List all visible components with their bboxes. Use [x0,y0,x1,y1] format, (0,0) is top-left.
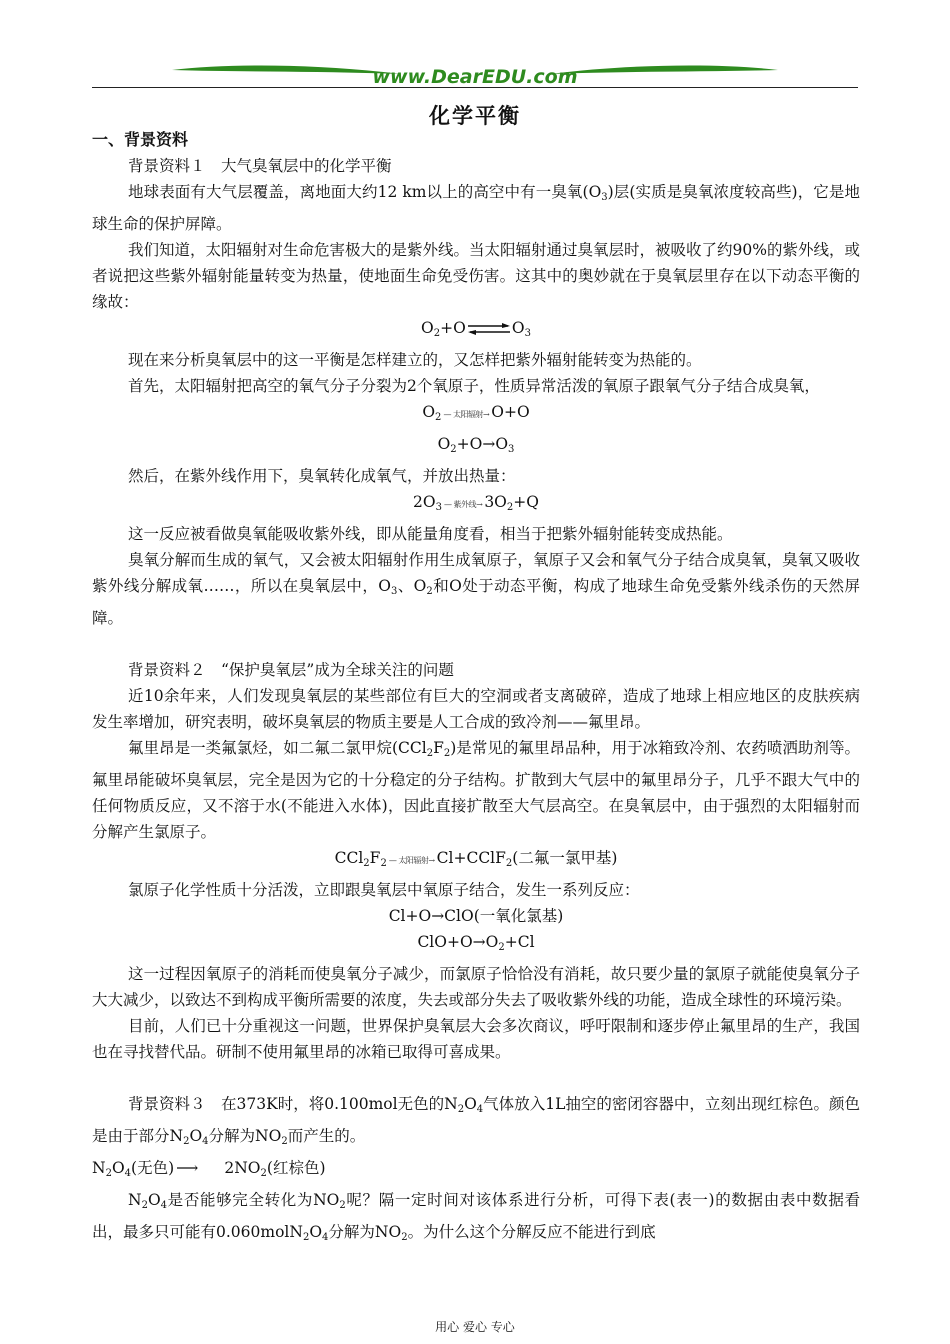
bg2-paragraph-2: 氟里昂是一类氟氯烃，如二氟二氯甲烷$(CCl_2F_2)$是常见的氟里昂品种，用于冰箱致冷剂、农药喷洒助剂等。氟里昂能破坏臭氧层，完全是因为它的十分稳定的分子结构。扩散到大气层中的氟里昂分子，几乎不跟大气中的任何物质反应，又不溶于水(不能进入水体)，因此直接扩散至大气层高空。在臭氧层中，由于强烈的太阳辐射而分解产生氯原子。 [92,739,860,841]
equation-n2o4-decomposition: $N_2O_4$(无色) ⟶ $2NO_2$(红棕色) [92,1159,326,1179]
bg2-paragraph-5: 目前，人们已十分重视这一问题，世界保护臭氧层大会多次商议，呼吁限制和逐步停止氟里昂的生产，我国也在寻找替代品。研制不使用氟里昂的冰箱已取得可喜成果。 [92,1017,860,1061]
bg1-paragraph-5: 然后，在紫外线作用下，臭氧转化成氧气，并放出热量： [128,467,516,485]
spacer [92,631,860,657]
equation-ozone-formation: $O_2+O\to O_3$ [437,435,515,455]
bg1-paragraph-3: 现在来分析臭氧层中的这一平衡是怎样建立的，又怎样把紫外辐射能转变为热能的。 [128,351,702,369]
equation-cl-regeneration: $ClO+O\to O_2+Cl$ [417,933,535,953]
bg1-paragraph-2: 我们知道，太阳辐射对生命危害极大的是紫外线。当太阳辐射通过臭氧层时，被吸收了约90%的紫外线，或者说把这些紫外辐射能量转变为热量，使地面生命免受伤害。这其中的奥妙就在于臭氧层里存在以下动态平衡的缘故： [92,241,860,311]
bg1-paragraph-6: 这一反应被看做臭氧能吸收紫外线，即从能量角度看，相当于把紫外辐射能转变成热能。 [128,525,733,543]
bg1-paragraph-1: 地球表面有大气层覆盖，离地面大约12 km以上的高空中有一臭氧$(O_3)$层(实质是臭氧浓度较高些)，它是地球生命的保护屏障。 [92,183,860,233]
bg2-paragraph-1: 近10余年来，人们发现臭氧层的某些部位有巨大的空洞或者支离破碎，造成了地球上相应地区的皮肤疾病发生率增加，研究表明，破坏臭氧层的物质主要是人工合成的致冷剂——氟里昂。 [92,687,860,731]
bg2-paragraph-4: 这一过程因氧原子的消耗而使臭氧分子减少，而氯原子恰恰没有消耗，故只要少量的氯原子就能使臭氧分子大大减少，以致达不到构成平衡所需要的浓度，失去或部分失去了吸收紫外线的功能，造成全球性的环境污染。 [92,965,860,1009]
bg2-heading: 背景资料２ “保护臭氧层”成为全球关注的问题 [128,661,454,679]
reaction-condition: 太阳辐射 [398,856,429,865]
document-body [92,127,860,1251]
reaction-condition: 太阳辐射 [453,410,484,419]
header-rule [92,87,858,88]
section-heading: 一、背景资料 [92,130,189,149]
bg2-paragraph-3: 氯原子化学性质十分活泼，立即跟臭氧层中氧原子结合，发生一系列反应： [128,881,640,899]
header-logo [170,62,780,88]
logo-text: www.DearEDU.com [372,66,578,88]
page-footer: 用心 爱心 专心 [435,1320,515,1334]
reaction-arrow-icon: ⟶ [176,1159,199,1177]
equation-oxygen-split: $O_2$ — 太阳辐射→ O+O [422,403,530,423]
spacer [92,1065,860,1091]
logo-left-swoosh [172,65,400,74]
bg1-paragraph-7: 臭氧分解而生成的氧气，又会被太阳辐射作用生成氧原子，氧原子又会和氧气分子结合成臭氧，臭氧又吸收紫外线分解成氧……，所以在臭氧层中，$O_3$、$O_2$和O处于动态平衡，构成了地球生命免受紫外线杀伤的天然屏障。 [92,551,860,627]
equation-ozone-decomposition: $2O_3$ — 紫外线→ $3O_2+Q$ [413,493,539,513]
bg1-heading: 背景资料１ 大气臭氧层中的化学平衡 [128,157,392,175]
equation-clo-formation: Cl+O→ClO(一氧化氯基) [388,907,564,925]
equation-ozone-equilibrium: $O_2+O$ $O_3$ [421,319,531,339]
bg3-paragraph-1: 背景资料３ 在373K时，将0.100mol无色的$N_2O_4$气体放入1L抽空的密闭容器中，立刻出现红棕色。颜色是由于部分$N_2O_4$分解为$NO_2$而产生的。 [92,1095,860,1147]
logo-right-swoosh [550,65,778,74]
equation-cfc-photolysis: $CCl_2F_2$ — 太阳辐射→ Cl+CClF$_2$(二氟一氯甲基) [334,849,618,869]
bg3-paragraph-2: $N_2O_4$是否能够完全转化为$NO_2$呢？隔一定时间对该体系进行分析，可得下表(表一)的数据由表中数据看出，最多只可能有$0.060molN_2O_4$分解为$NO_2$。为什么这个分解反应不能进行到底 [92,1191,860,1243]
equilibrium-arrow-icon [466,319,512,337]
document-title: 化学平衡 [429,103,521,128]
reaction-condition: 紫外线 [453,500,477,509]
bg1-paragraph-4: 首先，太阳辐射把高空的氧气分子分裂为2个氧原子，性质异常活泼的氧原子跟氧气分子结合成臭氧， [128,377,820,395]
